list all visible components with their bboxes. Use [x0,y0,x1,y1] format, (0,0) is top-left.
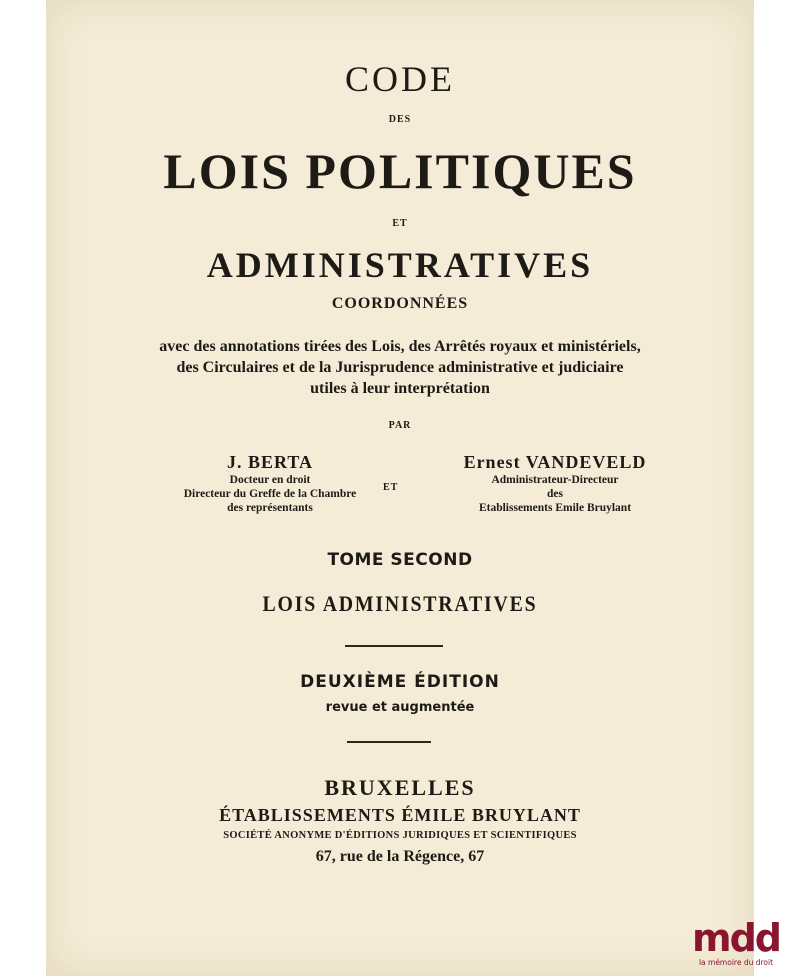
par-label: PAR [388,420,412,431]
description-line: des Circulaires et de la Jurisprudence administrative et judiciaire [176,359,624,376]
authors-conjunction: ET [383,482,399,493]
title-et: ET [392,218,408,229]
description [0,336,800,399]
publisher-address: 67, rue de la Régence, 67 [315,848,485,865]
title-coordonnees: COORDONNÉES [331,295,469,312]
publisher-society: SOCIÉTÉ ANONYME D'ÉDITIONS JURIDIQUES ET SCIENTIFIQUES [223,830,577,841]
edition-label: DEUXIÈME ÉDITION [300,672,500,692]
description-line: utiles à leur interprétation [310,380,490,397]
divider-rule [345,645,443,647]
author-berta [120,452,420,515]
logo-mark: mdd [692,916,780,960]
title-des: DES [388,114,412,125]
description-line: avec des annotations tirées des Lois, des Arrêtés royaux et ministériels, [159,338,641,355]
publisher-city: BRUXELLES [324,775,476,800]
title-administratives: ADMINISTRATIVES [206,245,594,285]
author-name: Ernest VANDEVELD [463,452,647,472]
author-name: J. BERTA [226,452,314,472]
author-credential: Administrateur-Directeur [491,474,619,486]
publisher-name: ÉTABLISSEMENTS ÉMILE BRUYLANT [219,805,581,825]
divider-rule [347,741,431,743]
title-code: CODE [345,59,455,99]
title-lois-politiques: LOIS POLITIQUES [163,143,637,199]
volume-tome: TOME SECOND [327,550,473,570]
author-credential: des [547,488,563,500]
volume-subtitle: LOIS ADMINISTRATIVES [262,591,538,616]
author-credential: Etablissements Emile Bruylant [478,502,632,514]
author-credential: Docteur en droit [229,474,311,486]
author-vandeveld [400,452,710,515]
author-credential: Directeur du Greffe de la Chambre [183,488,357,500]
watermark-logo [684,918,788,972]
logo-tagline: la mémoire du droit [698,958,774,967]
author-credential: des représentants [227,502,313,514]
edition-note: revue et augmentée [325,700,475,715]
